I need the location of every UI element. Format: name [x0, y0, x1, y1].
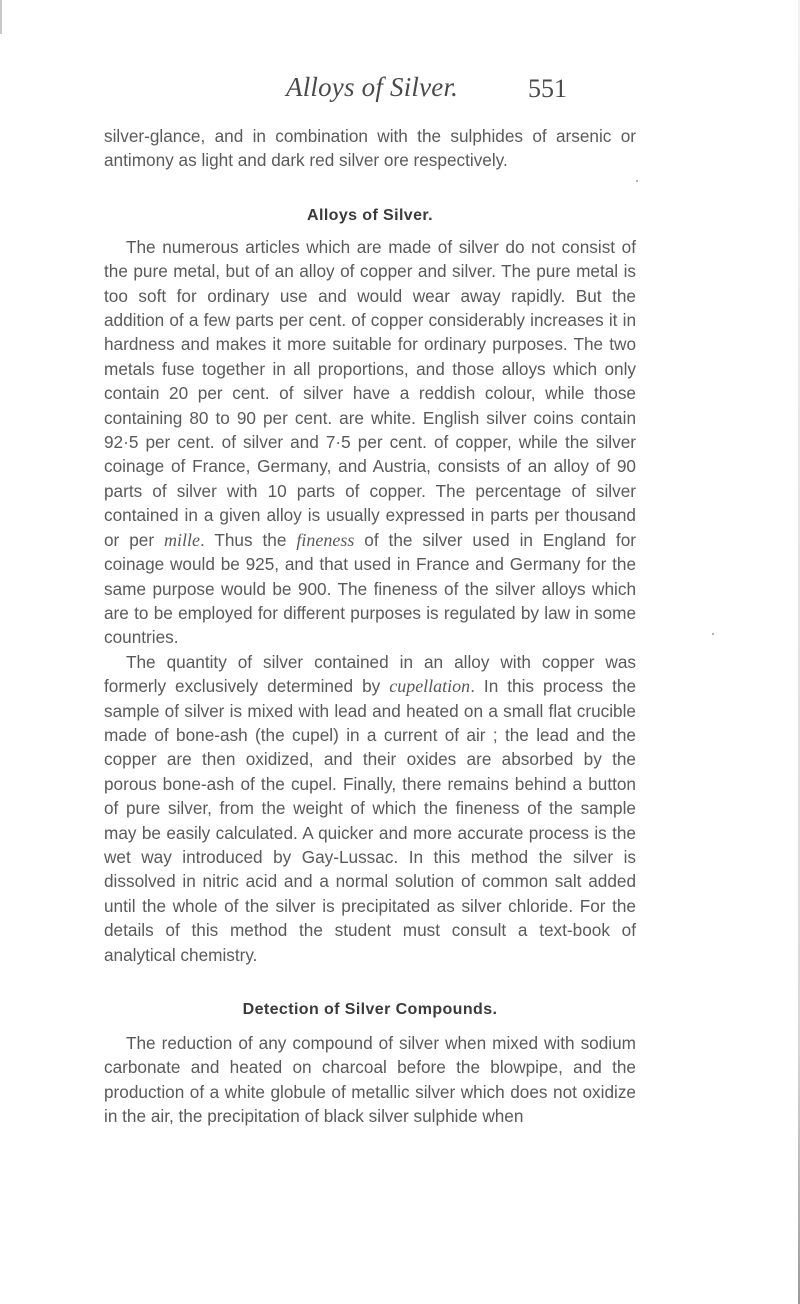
page-number: 551 — [528, 74, 567, 103]
alloys-paragraph-2 — [104, 650, 636, 967]
alloys-p2-text-a: The quantity of silver contained in an alloy with copper was formerly exclusively determined by — [104, 651, 636, 697]
term-mille: mille — [163, 529, 200, 550]
running-head — [0, 72, 800, 112]
alloys-p1-text-b: . Thus the — [199, 529, 297, 550]
running-head-title: Alloys of Silver. — [286, 72, 459, 102]
print-speck — [712, 633, 714, 635]
page-edge-left — [0, 0, 2, 34]
print-speck — [636, 180, 638, 182]
text-column — [104, 124, 636, 1129]
term-cupellation: cupellation — [389, 676, 471, 697]
alloys-p1-text-c: of the silver used in England for coinage would be 925, and that used in France and Germany for the same purpose would be 900. The fineness of the silver alloys which are to be employed for different purposes is regulated by law in some countries. — [104, 529, 636, 648]
alloys-paragraph-1 — [104, 235, 636, 650]
intro-paragraph: silver-glance, and in combination with the sulphides of arsenic or antimony as light and dark red silver ore respectively. — [104, 126, 636, 171]
alloys-p1-text-a: The numerous articles which are made of silver do not consist of the pure metal, but of an alloy of copper and silver. The pure metal is too soft for ordinary use and would wear away rapidly. But the addition of a few parts per cent. of copper considerably increases it in hardness and makes it more suitable for ordinary purposes. The two metals fuse together in all proportions, and those alloys which only contain 20 per cent. of silver have a reddish colour, while those containing 80 to 90 per cent. are white. English silver coins contain 92·5 per cent. of silver and 7·5 per cent. of copper, while the silver coinage of France, Germany, and Austria, consists of an alloy of 90 parts of silver with 10 parts of copper. The percentage of silver contained in a given alloy is usually expressed in parts per thousand or per — [104, 236, 636, 550]
alloys-section-heading: Alloys of Silver. — [307, 206, 433, 224]
term-fineness: fineness — [296, 529, 355, 550]
detection-section-heading: Detection of Silver Compounds. — [242, 1001, 498, 1018]
detection-paragraph-1: The reduction of any compound of silver when mixed with sodium carbonate and heated on charcoal before the blowpipe, and the production of a white globule of metallic silver which does not oxidize in the air, the precipitation of black silver sulphide when — [104, 1033, 636, 1127]
alloys-p2-text-b: . In this process the sample of silver is mixed with lead and heated on a small flat crucible made of bone-ash (the cupel) in a current of air ; the lead and the copper are then oxidized, and their oxides are absorbed by the porous bone-ash of the cupel. Finally, there remains behind a button of pure silver, from the weight of which the fineness of the sample may be easily calculated. A quicker and more accurate process is the wet way introduced by Gay-Lussac. In this method the silver is dissolved in nitric acid and a normal solution of common salt added until the whole of the silver is precipitated as silver chloride. For the details of this method the student must consult a text-book of analytical chemistry. — [104, 676, 636, 965]
